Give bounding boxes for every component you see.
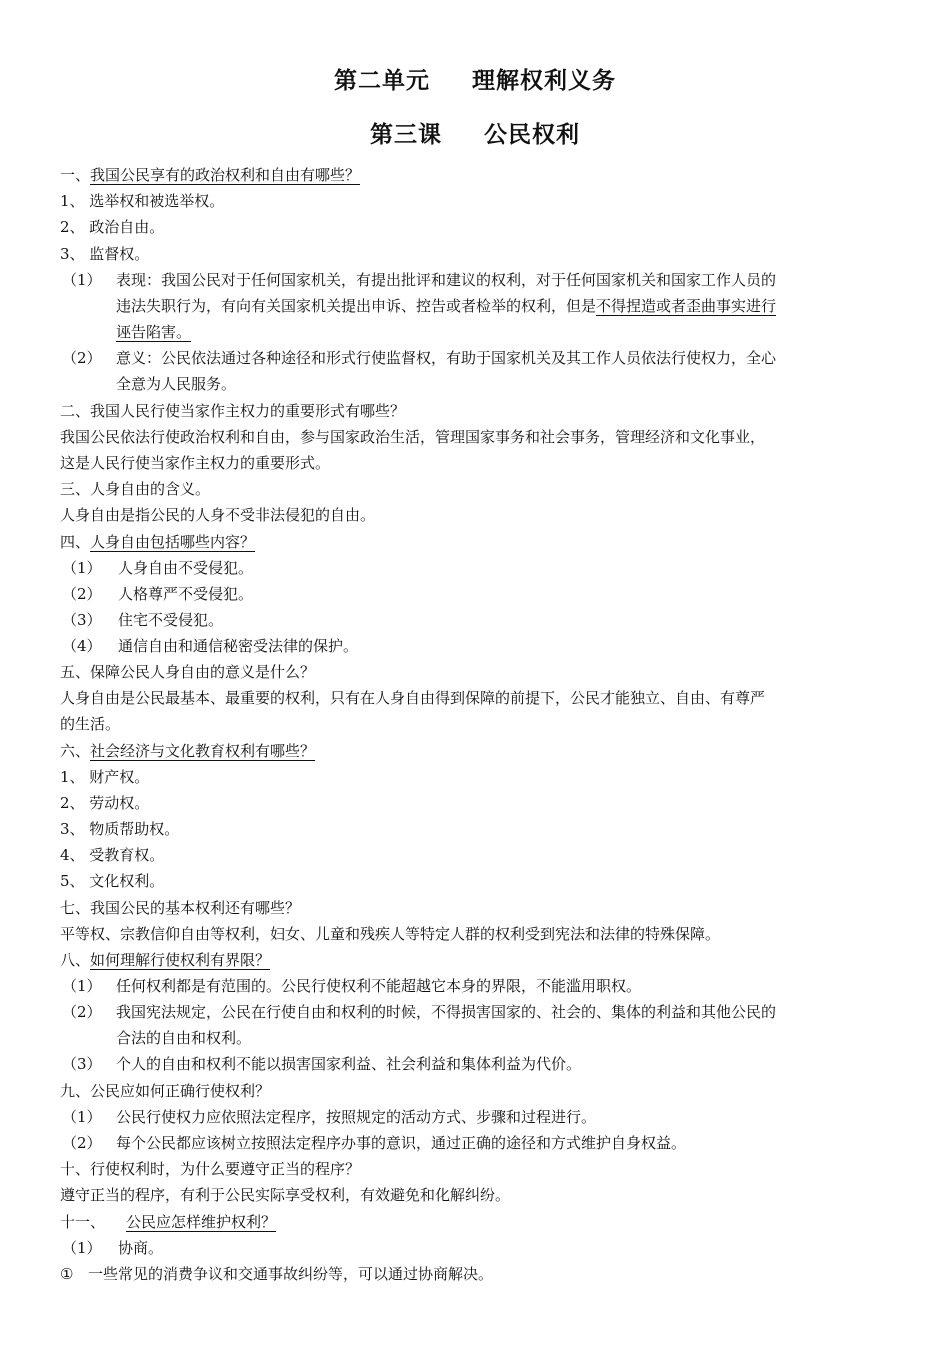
paragraph-line (116, 319, 896, 345)
sub-item-number: （1） (62, 977, 102, 995)
question-heading: 七、我国公民的基本权利还有哪些？ (60, 899, 301, 917)
sub-item-number: （2） (62, 1003, 102, 1021)
sub-item-number: （3） (62, 1055, 102, 1073)
paragraph-line: 意义：公民依法通过各种途径和形式行使监督权，有助于国家机关及其工作人员依法行使权力，全心 (116, 349, 777, 367)
sub-item-number: （1） (62, 1108, 102, 1126)
paragraph-line: 我国公民依法行使政治权利和自由，参与国家政治生活，管理国家事务和社会事务，管理经济和文化事业， (60, 428, 766, 446)
list-item: 4、 受教育权。 (60, 846, 165, 864)
underlined-text: 不得捏造或者歪曲事实进行 (596, 297, 777, 315)
question-heading: 九、公民应如何正确行使权利？ (60, 1082, 271, 1100)
question-heading: 八、如何理解行使权利有界限？ (60, 951, 271, 969)
underlined-question: 公民应怎样维护权利？ (126, 1213, 277, 1231)
unit-title (0, 62, 950, 95)
paragraph-line: 人身自由是公民最基本、最重要的权利，只有在人身自由得到保障的前提下，公民才能独立、自由、有尊严 (60, 689, 766, 707)
underlined-text: 诬告陷害。 (116, 323, 192, 341)
sub-item-number: （2） (62, 1134, 102, 1152)
underlined-question: 社会经济与文化教育权利有哪些？ (90, 742, 316, 760)
list-item: （3） 住宅不受侵犯。 (62, 611, 224, 629)
list-item: 2、 劳动权。 (60, 794, 150, 812)
sub-item-number: （1） (62, 271, 102, 289)
paragraph-line: 人身自由是指公民的人身不受非法侵犯的自由。 (60, 506, 376, 524)
list-item: （1） 协商。 (62, 1239, 164, 1257)
paragraph-line: 任何权利都是有范围的。公民行使权利不能超越它本身的界限，不能滥用职权。 (116, 977, 642, 995)
sub-item-number: （2） (62, 349, 102, 367)
list-item: ① 一些常见的消费争议和交通事故纠纷等，可以通过协商解决。 (60, 1265, 494, 1283)
lesson-title (0, 116, 950, 149)
list-item: 5、 文化权利。 (60, 872, 165, 890)
paragraph-line: 公民行使权力应依照法定程序，按照规定的活动方式、步骤和过程进行。 (116, 1108, 597, 1126)
list-item: 3、 监督权。 (60, 245, 150, 263)
lesson-title-number: 第三课 (370, 122, 442, 148)
underlined-question: 我国公民享有的政治权利和自由有哪些？ (90, 166, 361, 184)
lesson-title-name: 公民权利 (484, 122, 580, 148)
paragraph-line: 我国宪法规定，公民在行使自由和权利的时候，不得损害国家的、社会的、集体的利益和其他公民的 (116, 1003, 777, 1021)
paragraph-line: 合法的自由和权利。 (116, 1029, 252, 1047)
question-heading: 五、保障公民人身自由的意义是什么？ (60, 663, 316, 681)
list-item: （2） 人格尊严不受侵犯。 (62, 585, 254, 603)
question-heading: 十、行使权利时，为什么要遵守正当的程序？ (60, 1160, 361, 1178)
underlined-question: 人身自由包括哪些内容？ (90, 533, 256, 551)
paragraph-line: 每个公民都应该树立按照法定程序办事的意识，通过正确的途径和方式维护自身权益。 (116, 1134, 687, 1152)
paragraph-line: 遵守正当的程序，有利于公民实际享受权利，有效避免和化解纠纷。 (60, 1186, 511, 1204)
list-item: 3、 物质帮助权。 (60, 820, 180, 838)
paragraph-line: 的生活。 (60, 715, 121, 733)
list-item: 2、 政治自由。 (60, 218, 165, 236)
list-item: 1、 财产权。 (60, 768, 150, 786)
paragraph-line: 这是人民行使当家作主权力的重要形式。 (60, 454, 331, 472)
list-item: 1、 选举权和被选举权。 (60, 192, 225, 210)
unit-title-name: 理解权利义务 (472, 68, 616, 94)
question-heading: 四、人身自由包括哪些内容？ (60, 533, 256, 551)
question-heading: 二、我国人民行使当家作主权力的重要形式有哪些？ (60, 402, 406, 420)
question-heading: 一、我国公民享有的政治权利和自由有哪些？ (60, 166, 361, 184)
unit-title-number: 第二单元 (334, 68, 430, 94)
paragraph-line: 全意为人民服务。 (116, 375, 237, 393)
paragraph-line: 表现：我国公民对于任何国家机关，有提出批评和建议的权利，对于任何国家机关和国家工作人员的 (116, 271, 777, 289)
paragraph-line: 违法失职行为，有向有关国家机关提出申诉、控告或者检举的权利，但是不得捏造或者歪曲事实进行 (116, 297, 777, 315)
underlined-question: 如何理解行使权利有界限？ (90, 951, 271, 969)
question-heading: 六、社会经济与文化教育权利有哪些？ (60, 742, 316, 760)
paragraph-line: 个人的自由和权利不能以损害国家利益、社会利益和集体利益为代价。 (116, 1055, 582, 1073)
paragraph-line: 平等权、宗教信仰自由等权利，妇女、儿童和残疾人等特定人群的权利受到宪法和法律的特殊保障。 (60, 925, 721, 943)
list-item: （4） 通信自由和通信秘密受法律的保护。 (62, 637, 359, 655)
list-item: （1） 人身自由不受侵犯。 (62, 559, 254, 577)
question-heading: 十一、 公民应怎样维护权利？ (60, 1213, 277, 1231)
question-heading: 三、人身自由的含义。 (60, 480, 211, 498)
